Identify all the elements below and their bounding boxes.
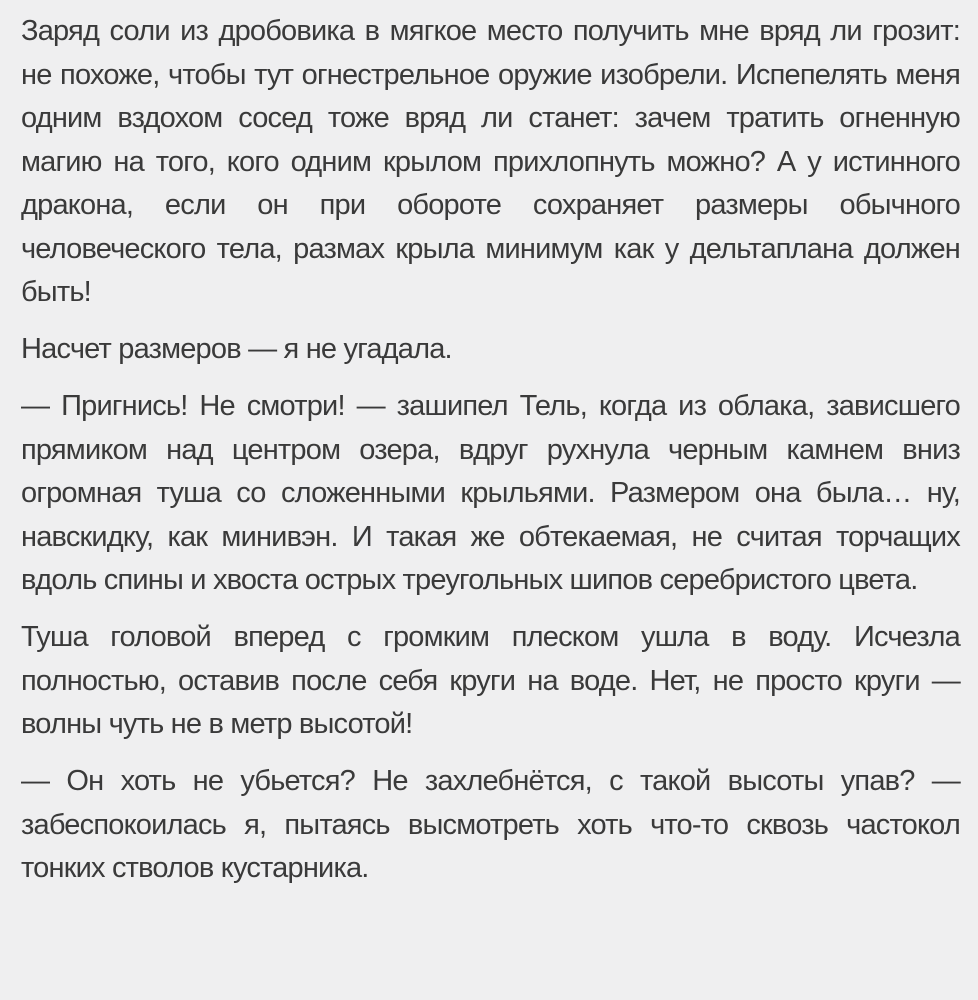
paragraph-2: Насчет размеров — я не угадала.: [21, 333, 452, 365]
paragraph-3: — Пригнись! Не смотри! — зашипел Тель, когда из облака, зависшего прямиком над центром озера, вдруг рухнула черным камнем вниз огромная туша со сложенными крыльями. Размером она была… ну, навскидку, как минивэн. И такая же обтекаемая, не считая торчащих вдоль спины и хвоста острых треугольных шипов серебристого цвета.: [21, 390, 960, 596]
paragraph-1: Заряд соли из дробовика в мягкое место получить мне вряд ли грозит: не похоже, чтобы тут огнестрельное оружие изобрели. Испепелять меня одним вздохом сосед тоже вряд ли станет: зачем тратить огненную магию на того, кого одним крылом прихлопнуть можно? А у истинного дракона, если он при обороте сохраняет размеры обычного человеческого тела, размах крыла минимум как у дельтаплана должен быть!: [21, 15, 960, 308]
paragraph-4: Туша головой вперед с громким плеском ушла в воду. Исчезла полностью, оставив после себя круги на воде. Нет, не просто круги — волны чуть не в метр высотой!: [21, 621, 960, 740]
paragraph-5: — Он хоть не убьется? Не захлебнётся, с такой высоты упав? — забеспокоилась я, пытаясь высмотреть хоть что-то сквозь частокол тонких стволов кустарника.: [21, 765, 960, 884]
